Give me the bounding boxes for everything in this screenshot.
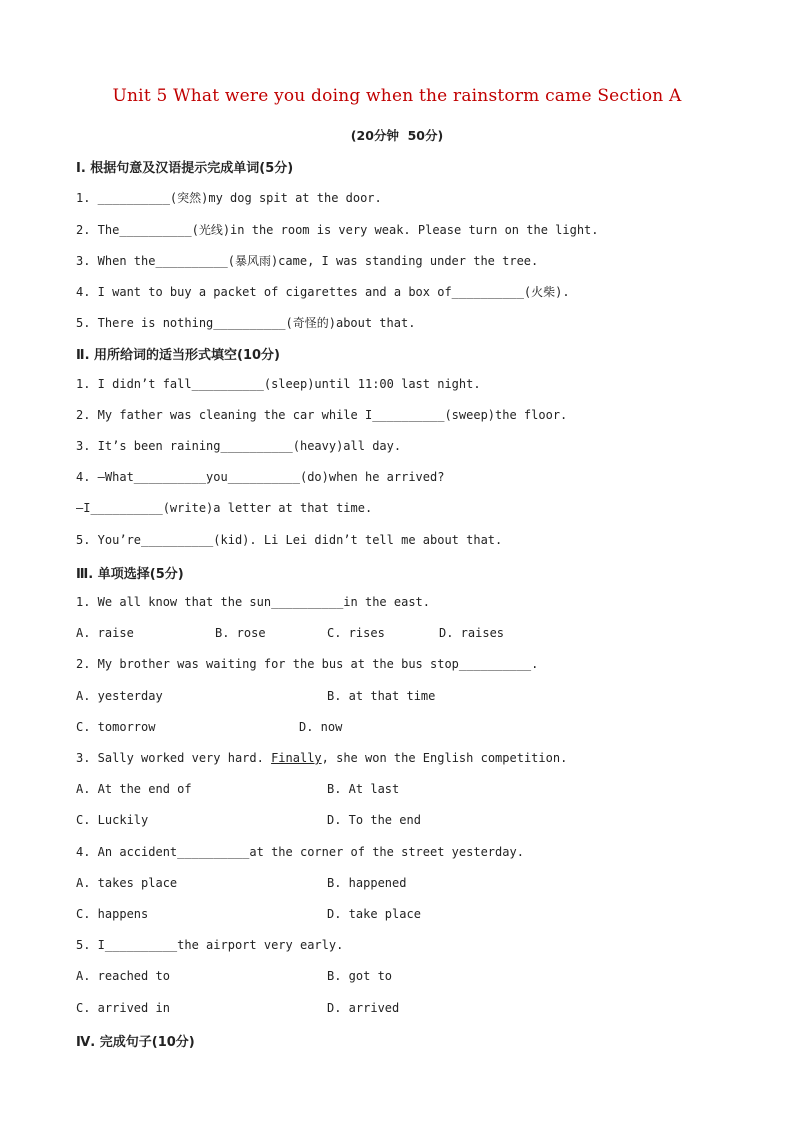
s3-question-2: 2. My brother was waiting for the bus at the bus stop__________.: [76, 657, 539, 671]
s3-q2-option-c: C. tomorrow: [76, 720, 156, 734]
s3-q4-option-c: C. happens: [76, 907, 149, 921]
s3-q1-option-a: A. raise: [76, 626, 134, 640]
s3-q1-option-c: C. rises: [327, 626, 385, 640]
s3-q2-option-a: A. yesterday: [76, 689, 163, 703]
s3-q3-option-d: D. To the end: [327, 813, 421, 827]
time-score-note: (20分钟 50分): [350, 128, 444, 143]
s3-q5-option-a: A. reached to: [76, 969, 170, 983]
s3-q4-option-a: A. takes place: [76, 876, 178, 890]
s1-question-5: 5. There is nothing__________(奇怪的)about that.: [76, 316, 416, 330]
s3-q3-option-b: B. At last: [327, 782, 400, 796]
s3-q5-option-d: D. arrived: [327, 1001, 400, 1015]
s3-question-4: 4. An accident__________at the corner of the street yesterday.: [76, 845, 524, 859]
s3-q4-option-b: B. happened: [327, 876, 407, 890]
s3-q5-option-b: B. got to: [327, 969, 393, 983]
s3-question-5: 5. I__________the airport very early.: [76, 938, 344, 952]
s3-question-1: 1. We all know that the sun__________in the east.: [76, 595, 431, 609]
s3-q3-stem-end: , she won the English competition.: [321, 751, 568, 765]
s1-question-3: 3. When the__________(暴风雨)came, I was standing under the tree.: [76, 254, 539, 268]
s3-q5-option-c: C. arrived in: [76, 1001, 170, 1015]
s3-q3-option-a: A. At the end of: [76, 782, 192, 796]
s3-question-3: [76, 751, 567, 765]
s2-question-2: 2. My father was cleaning the car while I__________(sweep)the floor.: [76, 408, 568, 422]
s1-question-2: 2. The__________(光线)in the room is very weak. Please turn on the light.: [76, 223, 599, 237]
s2-question-3: 3. It’s been raining__________(heavy)all day.: [76, 439, 402, 453]
section-4-heading: Ⅳ. 完成句子(10分): [76, 1035, 195, 1050]
s3-q1-option-b: B. rose: [215, 626, 266, 640]
section-2-heading: Ⅱ. 用所给词的适当形式填空(10分): [76, 348, 281, 363]
s2-question-1: 1. I didn’t fall__________(sleep)until 11:00 last night.: [76, 377, 481, 391]
s3-q3-option-c: C. Luckily: [76, 813, 149, 827]
s3-q2-option-b: B. at that time: [327, 689, 436, 703]
s1-question-1: 1. __________(突然)my dog spit at the door.: [76, 191, 382, 205]
s3-q4-option-d: D. take place: [327, 907, 421, 921]
s2-question-5: 5. You’re__________(kid). Li Lei didn’t tell me about that.: [76, 533, 503, 547]
s2-question-4-reply: —I__________(write)a letter at that time.: [76, 501, 373, 515]
s3-q2-option-d: D. now: [299, 720, 343, 734]
s1-question-4: 4. I want to buy a packet of cigarettes and a box of__________(火柴).: [76, 285, 570, 299]
s3-q3-stem-start: 3. Sally worked very hard.: [76, 751, 272, 765]
section-3-heading: Ⅲ. 单项选择(5分): [76, 567, 184, 582]
s2-question-4: 4. —What__________you__________(do)when he arrived?: [76, 470, 445, 484]
section-1-heading: Ⅰ. 根据句意及汉语提示完成单词(5分): [76, 161, 294, 176]
s3-q3-underlined-word: Finally: [271, 751, 322, 765]
s3-q1-option-d: D. raises: [439, 626, 505, 640]
page-title: Unit 5 What were you doing when the rainstorm came Section A: [112, 86, 682, 106]
